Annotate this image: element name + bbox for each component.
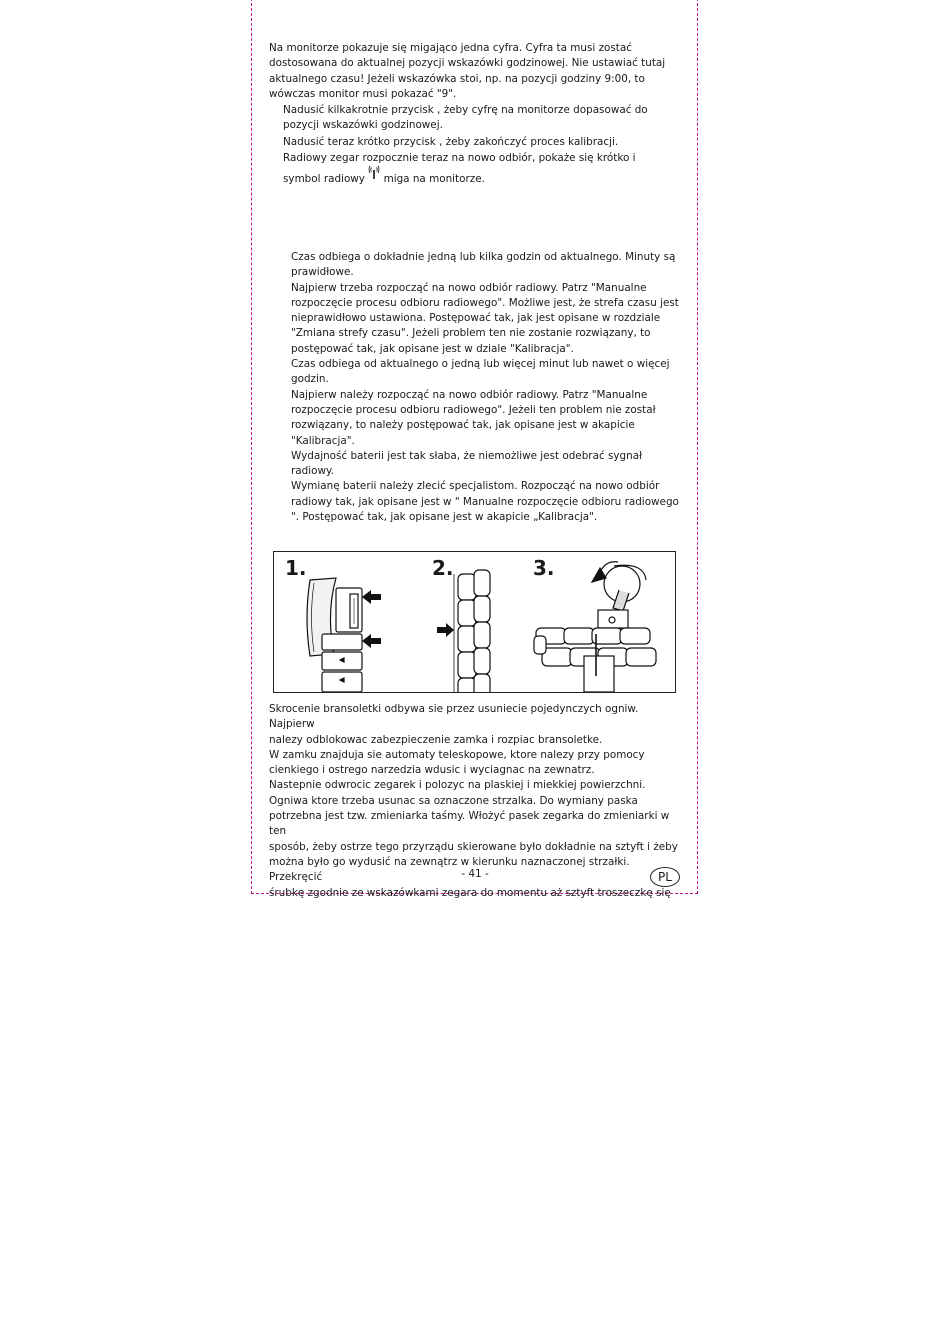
step-line: Nadusić kilkakrotnie przycisk , żeby cyfrę na monitorze dopasować do [283, 104, 648, 117]
text-line: sposób, żeby ostrze tego przyrządu skierowane było dokładnie na sztyft i żeby [269, 840, 678, 853]
step-number-2: 2. [432, 556, 454, 580]
text-line: rozpoczęcie procesu odbioru radiowego". Możliwe jest, że strefa czasu jest [291, 296, 679, 309]
text-line: potrzebna jest tzw. zmieniarka taśmy. Włożyć pasek zegarka do zmieniarki w ten [269, 810, 670, 838]
text-line: "Kalibracja". [291, 434, 355, 447]
radio-signal-icon [368, 171, 380, 183]
text-line: Wydajność baterii jest tak słaba, że niemożliwe jest odebrać sygnał radiowy. [291, 449, 643, 478]
text-line: można było go wydusić na zewnątrz w kierunku naznaczonej strzałki. Przekręcić [269, 855, 630, 884]
bracelet-illustration [273, 551, 676, 693]
figure-3-tool [592, 562, 646, 628]
text-line: nieprawidłowo ustawiona. Postępować tak, jak jest opisane w rozdziale [291, 312, 661, 325]
step-number-1: 1. [285, 556, 307, 580]
text-line: śrubkę zgodnie ze wskazówkami zegara do momentu aż sztyft troszeczkę się [269, 886, 671, 899]
page-number: - 41 - [461, 868, 489, 880]
figure-2-links [454, 570, 490, 692]
troubleshooting-section [291, 250, 683, 525]
text-line: prawidłowe. [291, 266, 354, 279]
text-line: Wymianę baterii należy zlecić specjalistom. Rozpocząć na nowo odbiór [291, 480, 660, 493]
text-line: wówczas monitor musi pokazać "9". [269, 87, 457, 100]
text-line: "Zmiana strefy czasu". Jeżeli problem ten nie zostanie rozwiązany, to [291, 327, 651, 340]
language-badge: PL [650, 867, 680, 887]
figure-1-clasp [307, 578, 362, 692]
text-line: Najpierw trzeba rozpocząć na nowo odbiór radiowy. Patrz "Manualne [291, 281, 647, 294]
text-fragment: miga na monitorze. [380, 173, 485, 186]
text-fragment: symbol radiowy [283, 173, 369, 186]
text-line: rozwiązany, to należy postępować tak, jak opisane jest w akapicie [291, 419, 635, 432]
arrow-icon [362, 590, 381, 648]
text-line: ". Postępować tak, jak opisane jest w akapicie „Kalibracja". [291, 511, 598, 524]
text-line: Nastepnie odwrocic zegarek i polozyc na plaskiej i miekkiej powierzchni. [269, 779, 646, 792]
step-number-3: 3. [533, 556, 555, 580]
text-line: Ogniwa ktore trzeba usunac sa oznaczone strzalka. Do wymiany paska [269, 794, 638, 807]
text-line: dostosowana do aktualnej pozycji wskazówki godzinowej. Nie ustawiać tutaj [269, 57, 666, 70]
text-line: Najpierw należy rozpocząć na nowo odbiór radiowy. Patrz "Manualne [291, 388, 648, 401]
text-line: Skrocenie bransoletki odbywa sie przez usuniecie pojedynczych ogniw. Najpierw [269, 703, 639, 731]
text-line: rozpoczęcie procesu odbioru radiowego". Jeżeli ten problem nie został [291, 403, 656, 416]
calibration-section [269, 41, 689, 188]
step-line: pozycji wskazówki godzinowej. [283, 119, 443, 132]
text-line: nalezy odblokowac zabezpieczenie zamka i rozpiac bransoletke. [269, 733, 603, 746]
step-line: Radiowy zegar rozpocznie teraz na nowo odbiór, pokaże się krótko i [283, 152, 636, 165]
step-line: Nadusić teraz krótko przycisk , żeby zakończyć proces kalibracji. [283, 135, 619, 148]
text-line: Na monitorze pokazuje się migająco jedna cyfra. Cyfra ta musi zostać [269, 42, 632, 54]
text-line: Czas odbiega od aktualnego o jedną lub więcej minut lub nawet o więcej [291, 358, 670, 371]
step-line-radio [269, 171, 689, 187]
text-line: radiowy tak, jak opisane jest w " Manualne rozpoczęcie odbioru radiowego [291, 495, 679, 508]
text-line: godzin. [291, 373, 329, 386]
text-line: postępować tak, jak opisane jest w dziale "Kalibracja". [291, 342, 574, 355]
text-line: aktualnego czasu! Jeżeli wskazówka stoi, np. na pozycji godziny 9:00, to [269, 72, 645, 85]
text-line: W zamku znajduja sie automaty teleskopowe, ktore nalezy przy pomocy [269, 748, 645, 761]
text-line: Czas odbiega o dokładnie jedną lub kilka godzin od aktualnego. Minuty są [291, 251, 676, 263]
arrow-icon [437, 623, 454, 637]
figure-3-links [534, 628, 656, 692]
text-line: cienkiego i ostrego narzedzia wdusic i wyciagnac na zewnatrz. [269, 764, 595, 777]
